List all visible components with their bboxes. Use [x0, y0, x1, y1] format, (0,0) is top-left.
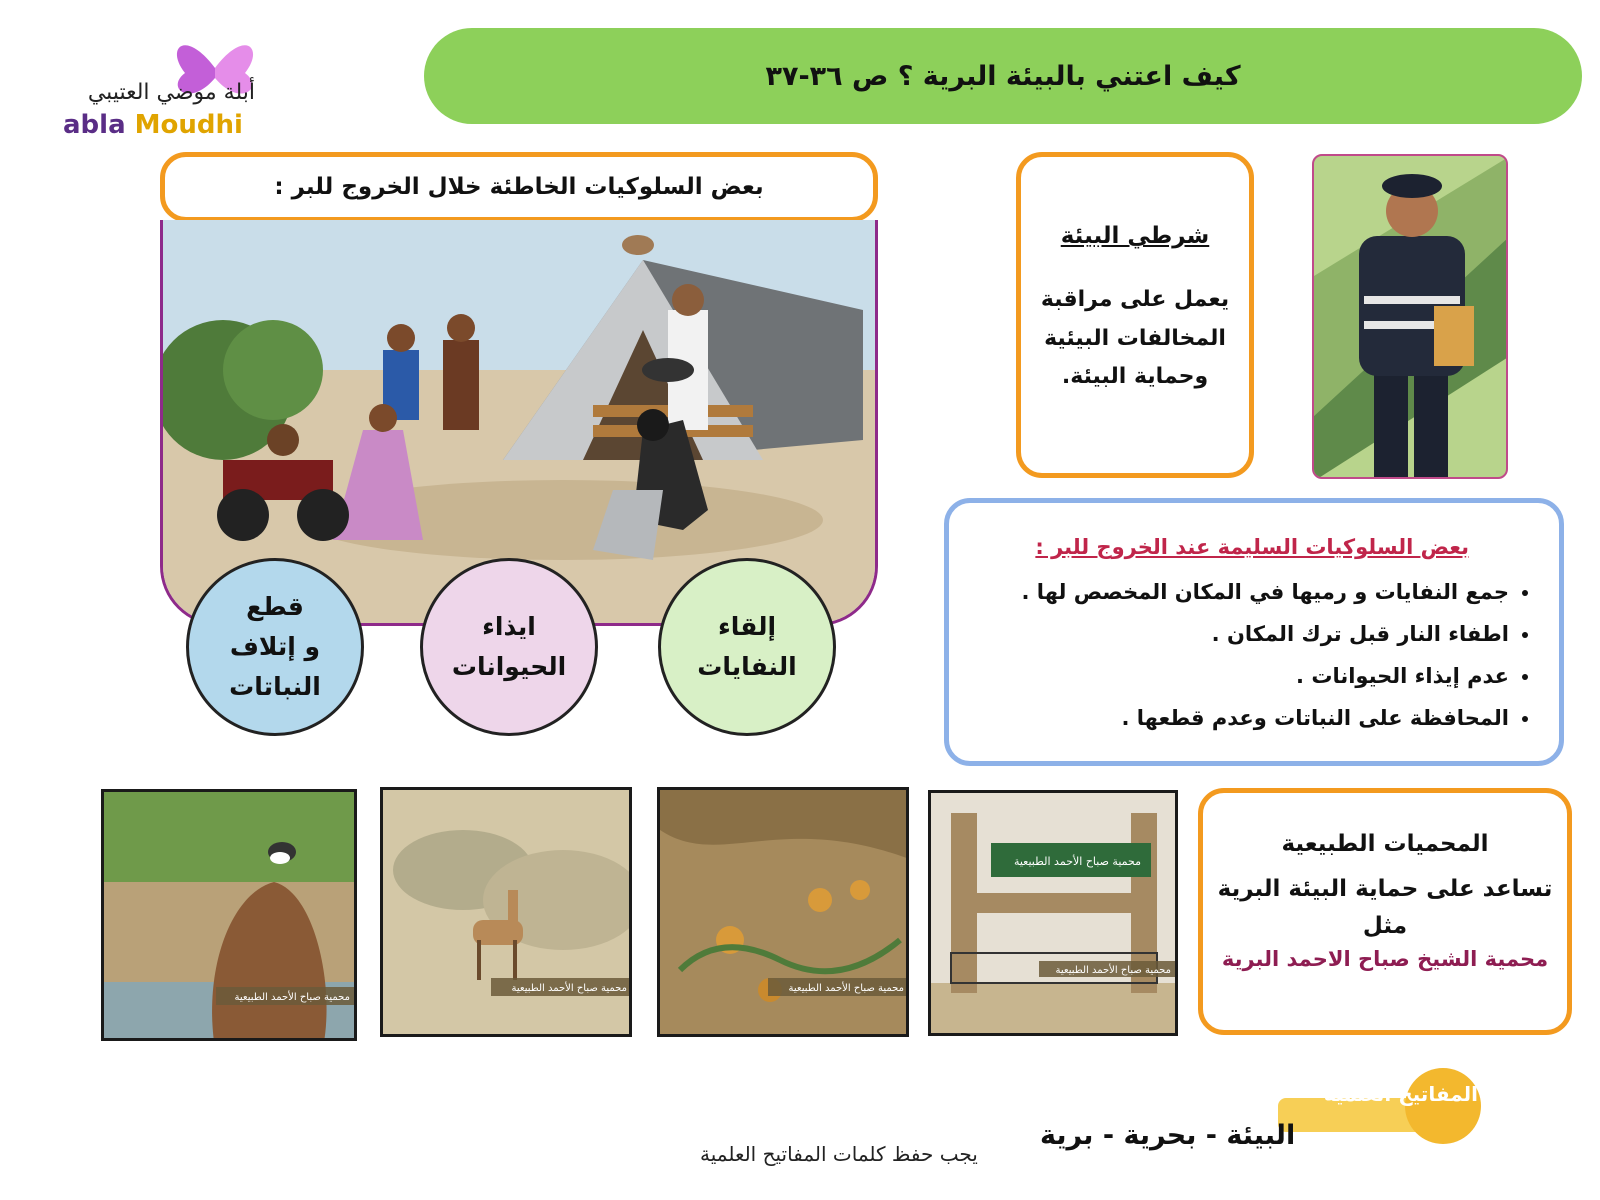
- photo-reserve-gate: [928, 790, 1178, 1036]
- police-text-line2: المخالفات البيئية: [1044, 325, 1226, 351]
- reserves-line2: مثل: [1362, 912, 1408, 939]
- logo-arabic-text: أبلة موضي العتيبي: [87, 80, 255, 105]
- photo-gazelle: [380, 787, 632, 1037]
- memorize-note: يجب حفظ كلمات المفاتيح العلمية: [700, 1142, 978, 1166]
- page-title: كيف اعتني بالبيئة البرية ؟ ص ٣٦-٣٧: [765, 60, 1241, 92]
- circle-waste-line1: إلقاء: [717, 612, 777, 641]
- logo: [55, 28, 275, 148]
- circle-cutting-plants: [186, 558, 364, 736]
- gate-sign-text: محمية صباح الأحمد الطبيعية: [1013, 855, 1141, 868]
- keywords-text: البيئة - بحرية - برية: [1040, 1120, 1296, 1151]
- police-description: [1039, 281, 1231, 397]
- circle-waste-line2: النفايات: [697, 652, 797, 681]
- list-item: • جمع النفايات و رميها في المكان المخصص لها .: [1022, 571, 1509, 613]
- natural-reserves-box: [1198, 788, 1572, 1035]
- police-title: شرطي البيئة: [1060, 223, 1210, 249]
- list-item: • المحافظة على النباتات وعدم قطعها .: [1022, 697, 1509, 739]
- environment-police-box: [1016, 152, 1254, 478]
- correct-behaviors-list: [1022, 571, 1531, 739]
- wrong-behaviors-title: بعض السلوكيات الخاطئة خلال الخروج للبر :: [274, 174, 764, 200]
- police-officer-illustration: [1312, 154, 1508, 479]
- correct-behaviors-title: بعض السلوكيات السليمة عند الخروج للبر :: [1035, 535, 1469, 559]
- circle-plants-line3: النباتات: [229, 672, 321, 701]
- photo-desert-plants: [657, 787, 909, 1037]
- title-bar: [424, 28, 1582, 124]
- reserves-line1: تساعد على حماية البيئة البرية: [1217, 876, 1553, 902]
- list-item: • عدم إيذاء الحيوانات .: [1022, 655, 1509, 697]
- reserves-title: المحميات الطبيعية: [1281, 831, 1489, 857]
- police-text-line1: يعمل على مراقبة: [1040, 287, 1230, 312]
- correct-behaviors-box: [944, 498, 1564, 766]
- photo-caption-plants: محمية صباح الأحمد الطبيعية: [788, 983, 904, 994]
- police-text-line3: وحماية البيئة.: [1061, 364, 1209, 389]
- reserves-description: [1203, 871, 1567, 945]
- photo-caption-gazelle: محمية صباح الأحمد الطبيعية: [511, 983, 627, 994]
- photo-bird-on-rock: [101, 789, 357, 1041]
- reserve-example: محمية الشيخ صباح الاحمد البرية: [1221, 946, 1549, 971]
- keys-badge-label: المفاتيح العلمية: [1323, 1082, 1478, 1106]
- photo-caption-gate: محمية صباح الأحمد الطبيعية: [1055, 965, 1171, 976]
- circle-animals-line1: ايذاء: [482, 612, 536, 641]
- list-item: • اطفاء النار قبل ترك المكان .: [1022, 613, 1509, 655]
- circle-plants-line2: و إتلاف: [229, 632, 321, 661]
- scientific-keys-badge: [1278, 1068, 1498, 1160]
- circle-harming-animals: [420, 558, 598, 736]
- wrong-behaviors-header: [160, 152, 878, 222]
- logo-latin-text: abla Moudhi: [63, 110, 243, 140]
- photo-caption-bird: محمية صباح الأحمد الطبيعية: [234, 992, 350, 1003]
- circle-plants-line1: قطع: [246, 592, 304, 621]
- circle-animals-line2: الحيوانات: [451, 652, 567, 681]
- circle-littering: [658, 558, 836, 736]
